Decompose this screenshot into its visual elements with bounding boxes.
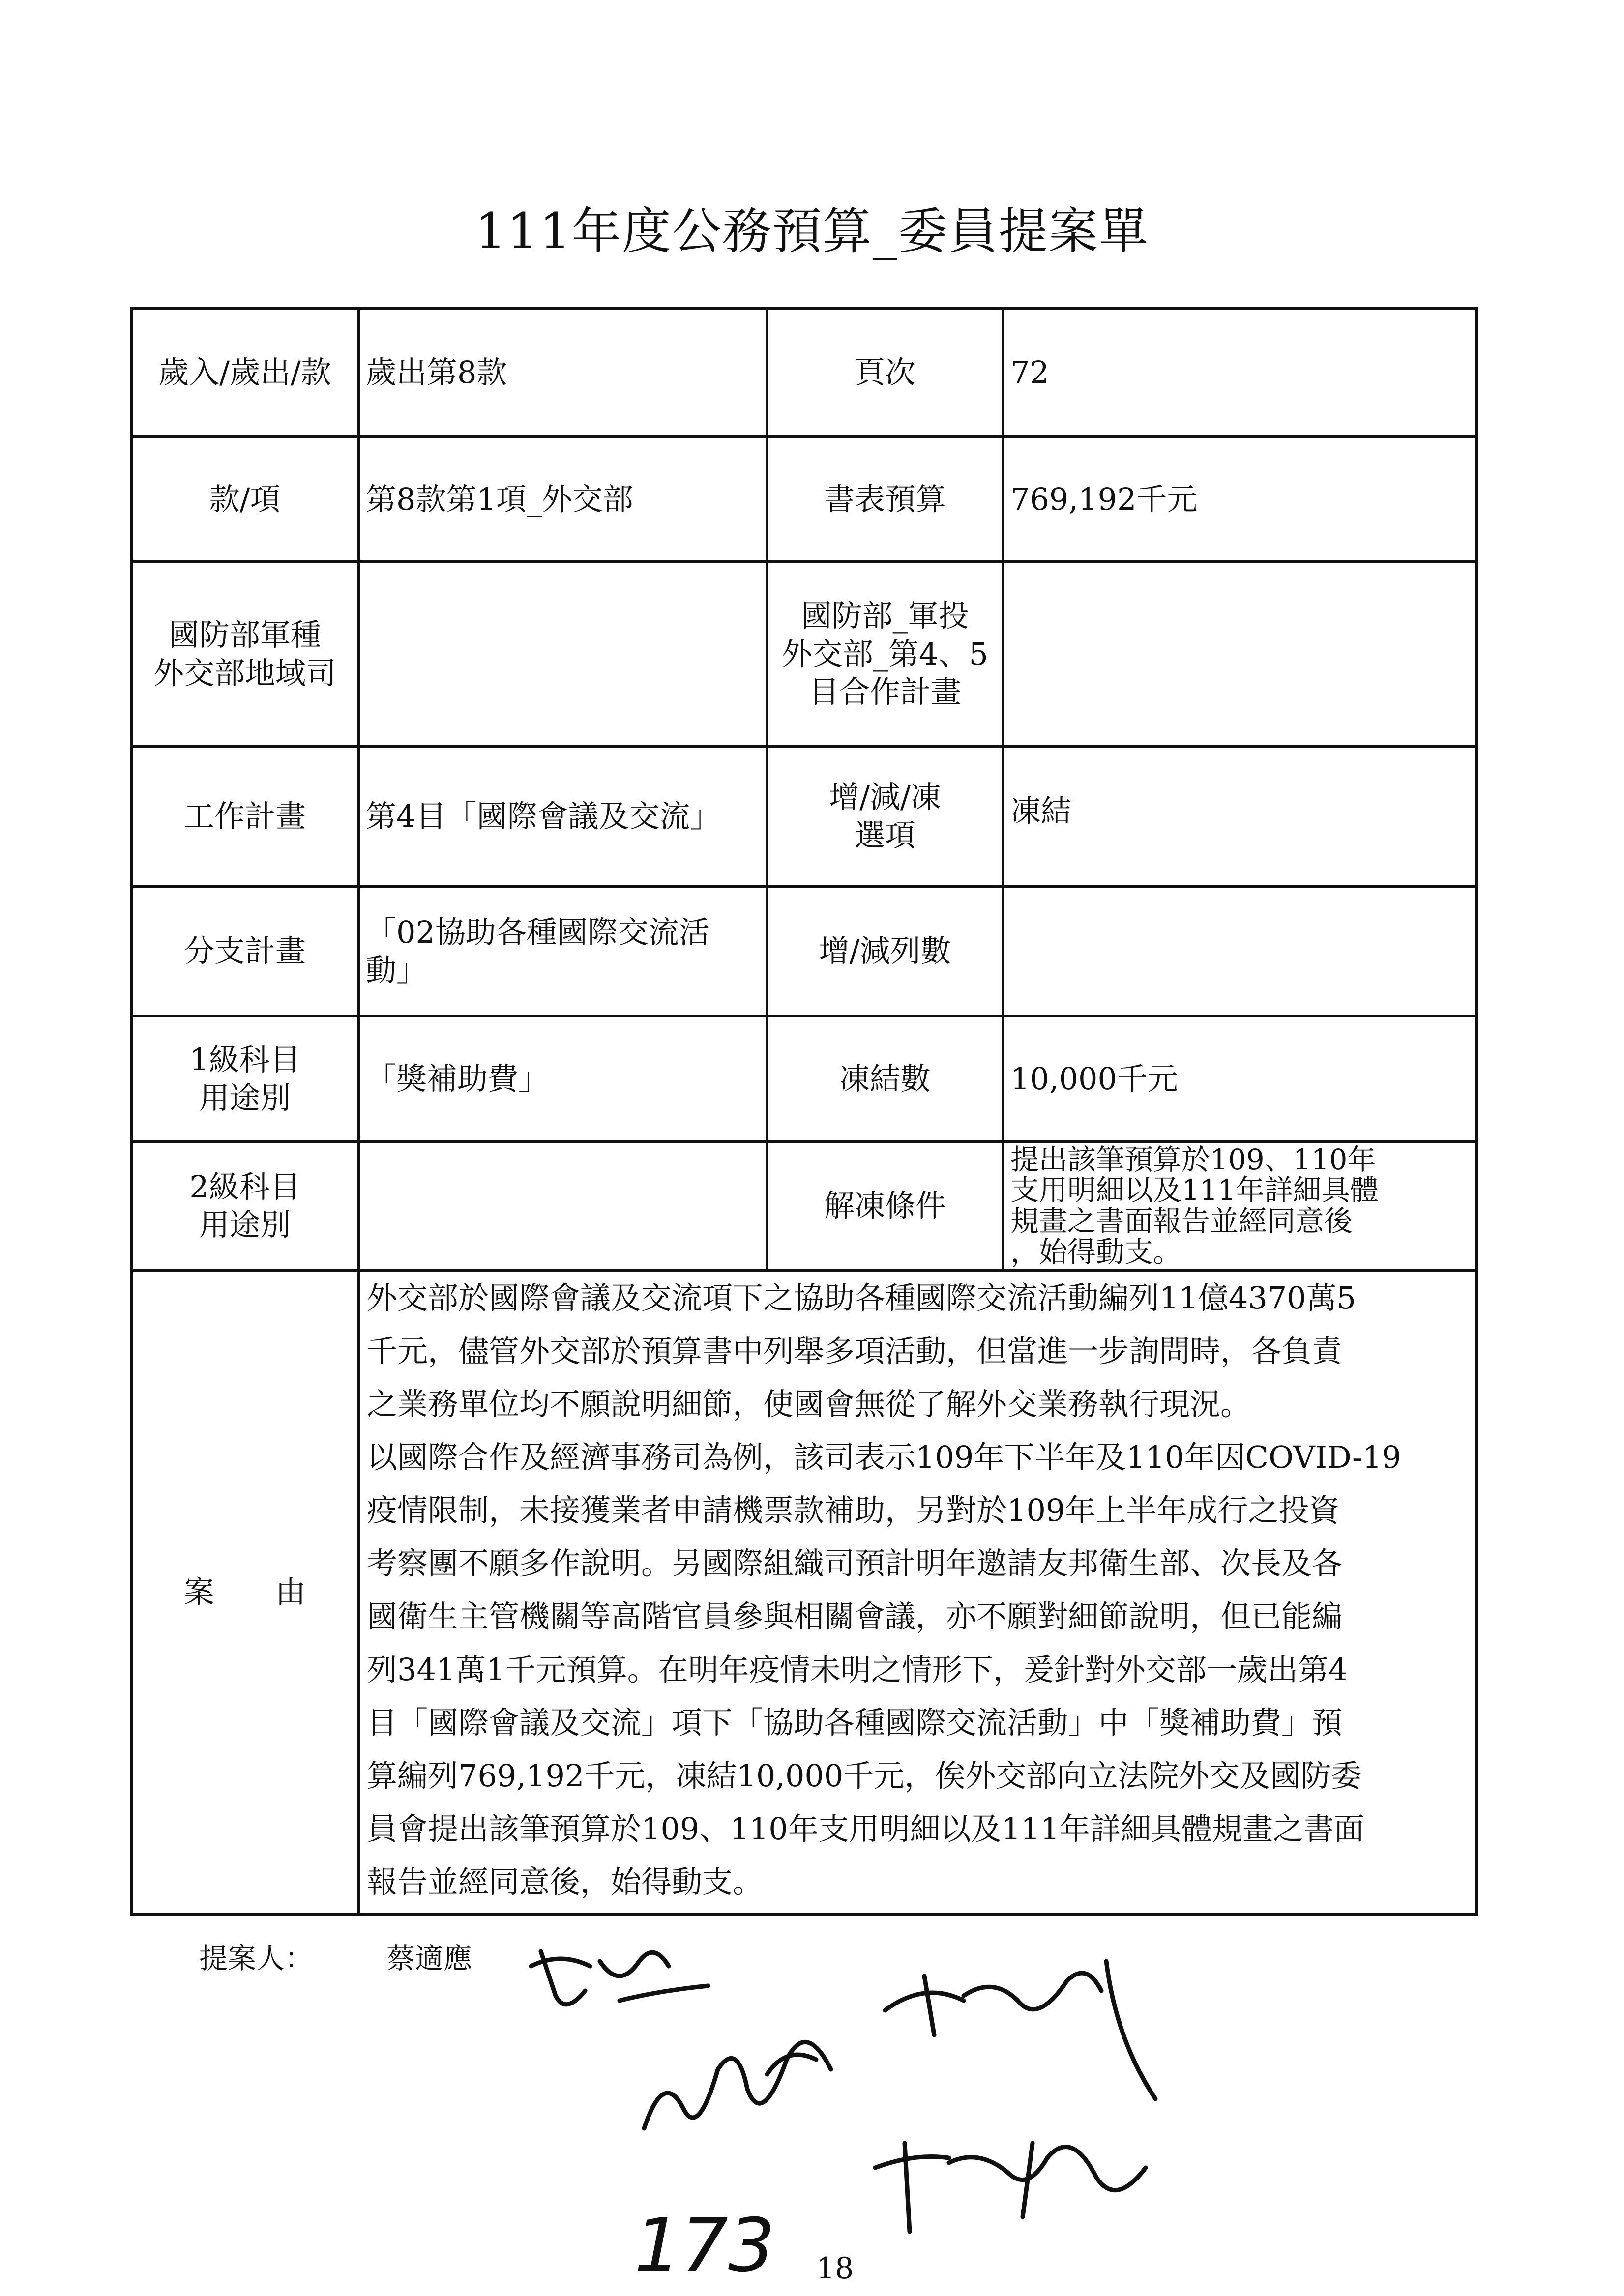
label-line: 用途別 <box>199 1079 291 1116</box>
field-value: 凍結 <box>1003 746 1476 886</box>
page-number: 18 <box>816 2251 854 2286</box>
field-label: 歲入/歲出/款 <box>131 308 358 436</box>
proposer-label: 提案人： <box>199 1942 314 1975</box>
field-label: 案 由 <box>131 1270 358 1914</box>
signature-3 <box>885 1961 1155 2099</box>
reason-line: 疫情限制，未接獲業者申請機票款補助，另對於109年上半年成行之投資 <box>367 1492 1340 1528</box>
label-line: 選項 <box>854 817 915 853</box>
signature-4 <box>875 2143 1146 2232</box>
label-line: 外交部地域司 <box>153 655 336 691</box>
value-line: 支用明細以及111年詳細具體 <box>1010 1173 1379 1207</box>
handwritten-number: 173 <box>634 2203 775 2289</box>
value-line: 「02協助各種國際交流活 <box>366 914 709 950</box>
signature-2 <box>644 2042 831 2128</box>
value-line: 動」 <box>366 952 427 988</box>
field-value: 歲出第8款 <box>358 308 767 436</box>
value-line: 提出該筆預算於109、110年 <box>1010 1142 1376 1176</box>
label-line: 外交部_第4、5 <box>782 636 988 672</box>
label-line: 國防部_軍投 <box>801 598 969 634</box>
field-label: 頁次 <box>767 308 1003 436</box>
field-value: 「獎補助費」 <box>358 1016 767 1141</box>
reason-line: 算編列769,192千元，凍結10,000千元，俟外交部向立法院外交及國防委 <box>367 1758 1362 1794</box>
label-line: 目合作計畫 <box>808 674 961 710</box>
field-value: 10,000千元 <box>1003 1016 1476 1141</box>
reason-line: 千元，儘管外交部於預算書中列舉多項活動，但當進一步詢問時，各負責 <box>367 1333 1343 1369</box>
reason-line: 以國際合作及經濟事務司為例，該司表示109年下半年及110年因COVID-19 <box>367 1439 1401 1475</box>
reason-line: 列341萬1千元預算。在明年疫情未明之情形下，爰針對外交部一歲出第4 <box>367 1652 1348 1687</box>
label-line: 2級科目 <box>189 1168 300 1205</box>
reason-line: 報告並經同意後，始得動支。 <box>367 1864 764 1900</box>
field-value: 769,192千元 <box>1003 436 1476 562</box>
field-label: 解凍條件 <box>767 1141 1003 1270</box>
signature-1 <box>531 1951 708 2005</box>
field-label: 增/減列數 <box>767 886 1003 1016</box>
field-label: 款/項 <box>131 436 358 562</box>
field-label: 凍結數 <box>767 1016 1003 1141</box>
field-label: 書表預算 <box>767 436 1003 562</box>
label-line: 增/減/凍 <box>829 779 941 815</box>
label-line: 用途別 <box>199 1207 291 1243</box>
field-label: 工作計畫 <box>131 746 358 886</box>
reason-line: 員會提出該筆預算於109、110年支用明細以及111年詳細具體規畫之書面 <box>367 1811 1365 1847</box>
reason-line: 之業務單位均不願說明細節，使國會無從了解外交業務執行現況。 <box>367 1386 1251 1422</box>
reason-line: 國衛生主管機關等高階官員參與相關會議，亦不願對細節說明，但已能編 <box>367 1598 1343 1634</box>
field-label: 分支計畫 <box>131 886 358 1016</box>
field-value: 72 <box>1003 308 1476 436</box>
value-line: 規畫之書面報告並經同意後 <box>1010 1204 1353 1238</box>
reason-line: 外交部於國際會議及交流項下之協助各種國際交流活動編列11億4370萬5 <box>367 1280 1357 1316</box>
reason-line: 目「國際會議及交流」項下「協助各種國際交流活動」中「獎補助費」預 <box>367 1705 1343 1741</box>
page-title: 111年度公務預算_委員提案單 <box>475 203 1149 260</box>
label-line: 1級科目 <box>189 1042 300 1077</box>
proposer-name: 蔡適應 <box>386 1942 472 1975</box>
field-value: 第4目「國際會議及交流」 <box>358 746 767 886</box>
reason-line: 考察團不願多作說明。另國際組織司預計明年邀請友邦衛生部、次長及各 <box>367 1545 1343 1581</box>
label-line: 國防部軍種 <box>168 617 321 653</box>
value-line: ，始得動支。 <box>1010 1235 1182 1269</box>
field-value: 第8款第1項_外交部 <box>358 436 767 562</box>
